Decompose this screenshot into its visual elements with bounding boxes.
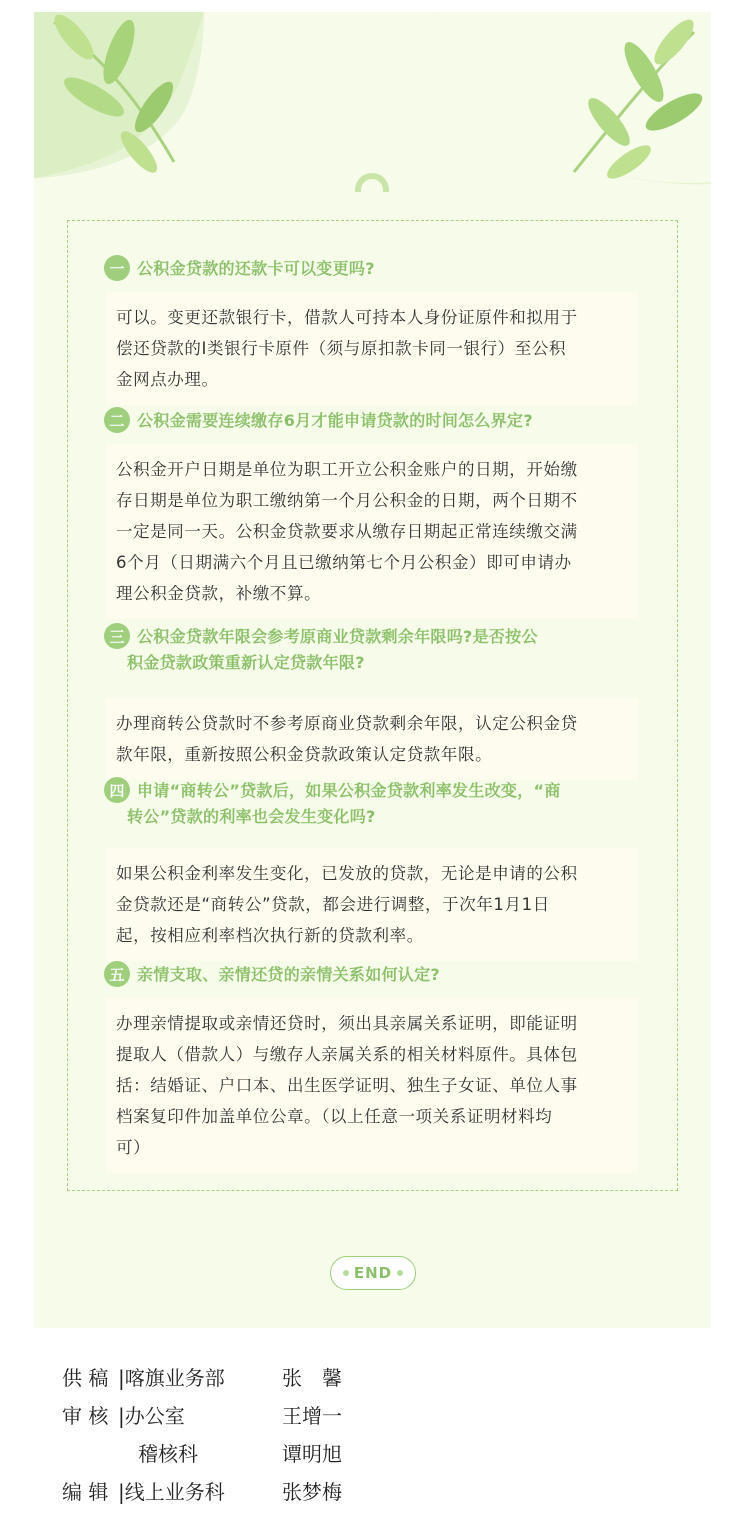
- number-badge-2: 二: [104, 407, 130, 433]
- faq-question-3: [104, 624, 644, 676]
- leaf-branch-icon: [34, 12, 711, 192]
- end-dot-right: [397, 1270, 403, 1276]
- question-text: 公积金贷款的还款卡可以变更吗?: [137, 259, 375, 278]
- credit-row: 编 辑 |线上业务科 张梦梅: [62, 1480, 342, 1504]
- faq-question-5: [104, 962, 644, 988]
- faq-question-2: [104, 408, 644, 434]
- end-label: END: [353, 1264, 393, 1282]
- credits-block: [62, 1362, 462, 1514]
- number-badge-4: 四: [104, 777, 130, 803]
- credit-row: 审 核 |办公室 王增一: [62, 1404, 342, 1428]
- question-text: 公积金需要连续缴存6月才能申请贷款的时间怎么界定?: [137, 411, 533, 430]
- faq-answer-5: 办理亲情提取或亲情还贷时，须出具亲属关系证明，即能证明 提取人（借款人）与缴存人亲属关系的相关材料原件。具体包 括：结婚证、户口本、出生医学证明、独生子女证、单位人事 档案复印件加盖单位公章。（以上任意一项关系证明材料均 可）: [106, 998, 638, 1173]
- leaf-header: [34, 12, 711, 192]
- faq-answer-4: 如果公积金利率发生变化，已发放的贷款，无论是申请的公积 金贷款还是“商转公”贷款，都会进行调整，于次年1月1日 起，按相应利率档次执行新的贷款利率。: [106, 848, 638, 961]
- credit-row: 稽核科 谭明旭: [118, 1442, 342, 1466]
- faq-answer-2: 公积金开户日期是单位为职工开立公积金账户的日期，开始缴 存日期是单位为职工缴纳第一个月公积金的日期，两个日期不 一定是同一天。公积金贷款要求从缴存日期起正常连续缴交满 6个月（日期满六个月且已缴纳第七个月公积金）即可申请办 理公积金贷款，补缴不算。: [106, 444, 638, 619]
- faq-question-1: [104, 256, 644, 282]
- credit-row: 供 稿 |喀旗业务部 张 馨: [62, 1366, 342, 1390]
- question-text: 公积金贷款年限会参考原商业贷款剩余年限吗?是否按公 积金贷款政策重新认定贷款年限?: [127, 627, 538, 672]
- article-card: [34, 12, 711, 1328]
- faq-answer-1: 可以。变更还款银行卡，借款人可持本人身份证原件和拟用于 偿还贷款的Ⅰ类银行卡原件（须与原扣款卡同一银行）至公积 金网点办理。: [106, 292, 638, 405]
- faq-answer-3: 办理商转公贷款时不参考原商业贷款剩余年限，认定公积金贷 款年限，重新按照公积金贷款政策认定贷款年限。: [106, 698, 638, 780]
- faq-question-4: [104, 778, 644, 830]
- number-badge-1: 一: [104, 255, 130, 281]
- question-text: 申请“商转公”贷款后，如果公积金贷款利率发生改变，“商 转公”贷款的利率也会发生变化吗?: [127, 781, 561, 826]
- number-badge-5: 五: [104, 961, 130, 987]
- end-dot-left: [343, 1270, 349, 1276]
- question-text: 亲情支取、亲情还贷的亲情关系如何认定?: [137, 965, 440, 984]
- end-badge: [330, 1256, 416, 1290]
- number-badge-3: 三: [104, 623, 130, 649]
